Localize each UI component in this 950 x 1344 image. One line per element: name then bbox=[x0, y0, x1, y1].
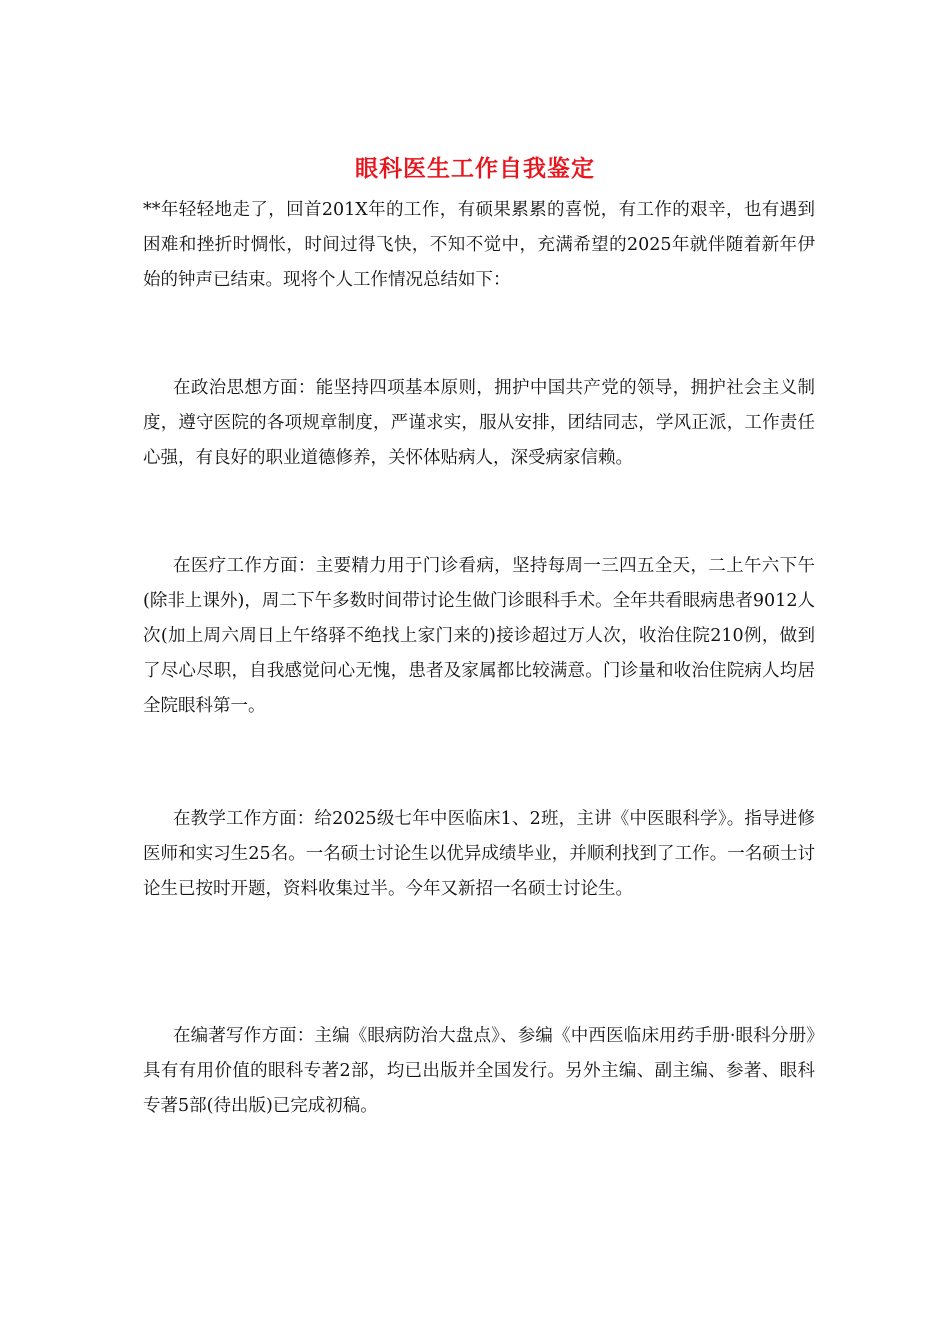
paragraph-political-thought: 在政治思想方面：能坚持四项基本原则，拥护中国共产党的领导，拥护社会主义制度，遵守医院的各项规章制度，严谨求实，服从安排，团结同志，学风正派，工作责任心强，有良好的职业道德修养，关怀体贴病人，深受病家信赖。 bbox=[143, 378, 815, 468]
paragraph-intro: **年轻轻地走了，回首201X年的工作，有硕果累累的喜悦，有工作的艰辛，也有遇到困难和挫折时惆怅，时间过得飞快，不知不觉中，充满希望的2025年就伴随着新年伊始的钟声已结束。现将个人工作情况总结如下： bbox=[143, 200, 815, 290]
document-title: 眼科医生工作自我鉴定 bbox=[355, 155, 595, 182]
paragraph-writing-work: 在编著写作方面：主编《眼病防治大盘点》、参编《中西医临床用药手册·眼科分册》具有有用价值的眼科专著2部，均已出版并全国发行。另外主编、副主编、参著、眼科专著5部(待出版)已完成初稿。 bbox=[143, 1026, 815, 1116]
paragraph-teaching-work: 在教学工作方面：给2025级七年中医临床1、2班，主讲《中医眼科学》。指导进修医师和实习生25名。一名硕士讨论生以优异成绩毕业，并顺利找到了工作。一名硕士讨论生已按时开题，资料收集过半。今年又新招一名硕士讨论生。 bbox=[143, 809, 815, 899]
paragraph-medical-work: 在医疗工作方面：主要精力用于门诊看病，坚持每周一三四五全天，二上午六下午(除非上课外)，周二下午多数时间带讨论生做门诊眼科手术。全年共看眼病患者9012人次(加上周六周日上午络驿不绝找上家门来的)接诊超过万人次，收治住院210例，做到了尽心尽职，自我感觉问心无愧，患者及家属都比较满意。门诊量和收治住院病人均居全院眼科第一。 bbox=[143, 556, 815, 716]
